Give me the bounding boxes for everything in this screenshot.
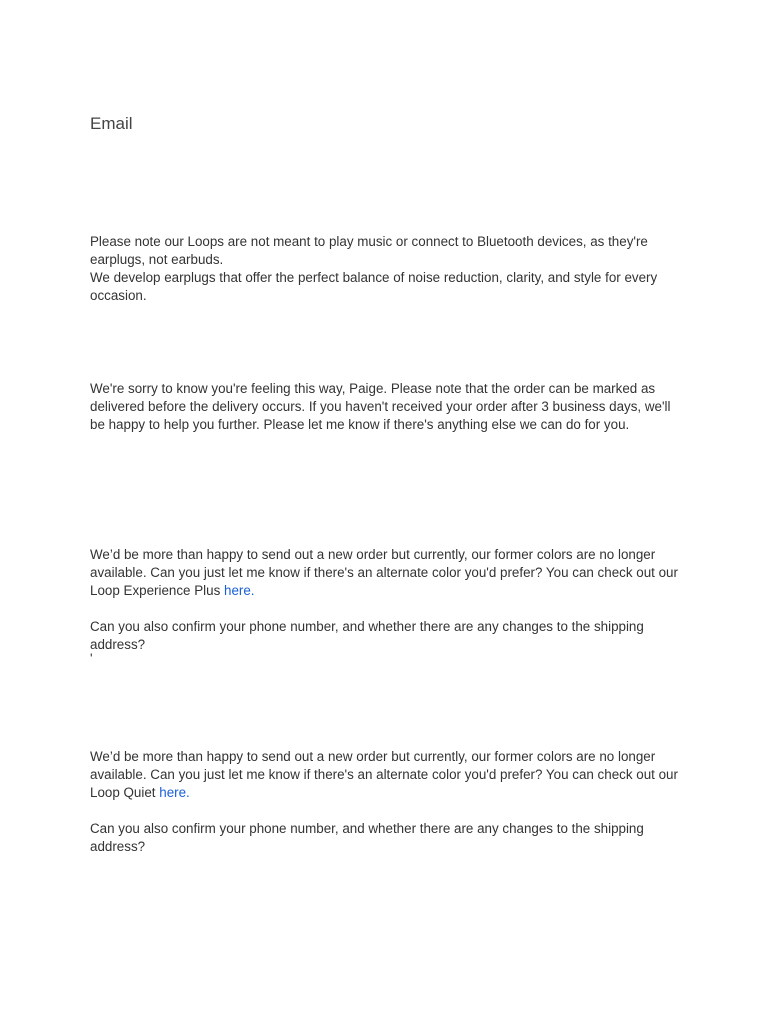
loop-quiet-link[interactable]: here. xyxy=(159,785,190,800)
paragraph-gap xyxy=(90,802,680,820)
experience-plus-link[interactable]: here. xyxy=(224,583,255,598)
reorder-text: We’d be more than happy to send out a new order but currently, our former colors are no longer available. Can you just let me know if there's an alternate color you'd prefer? You can check out our Loop Quiet xyxy=(90,749,678,800)
paragraph-delivery-note: We're sorry to know you're feeling this way, Paige. Please note that the order can be marked as delivered before the delivery occurs. If you haven't received your order after 3 business days, we'll be happy to help you further. Please let me know if there's anything else we can do for you. xyxy=(90,381,671,432)
reorder-text: We’d be more than happy to send out a new order but currently, our former colors are no longer available. Can you just let me know if there's an alternate color you'd prefer? You can check out our Loop Experience Plus xyxy=(90,547,678,598)
paragraph-reorder-color xyxy=(90,748,680,802)
email-template-experience-plus-reorder xyxy=(90,546,680,664)
paragraph-gap xyxy=(90,600,680,618)
page-title: Email xyxy=(90,114,133,133)
email-template-quiet-reorder xyxy=(90,748,680,856)
email-template-delivery-delay xyxy=(90,380,680,434)
paragraph-reorder-color xyxy=(90,546,680,600)
stray-character: ' xyxy=(90,651,93,666)
paragraph-confirm-phone: Can you also confirm your phone number, and whether there are any changes to the shipping address? xyxy=(90,619,644,652)
paragraph-earplug-balance: We develop earplugs that offer the perfect balance of noise reduction, clarity, and style for every occasion. xyxy=(90,270,658,303)
paragraph-confirm-phone: Can you also confirm your phone number, and whether there are any changes to the shipping address? xyxy=(90,821,644,854)
paragraph-not-earbuds: Please note our Loops are not meant to play music or connect to Bluetooth devices, as they're earplugs, not earbuds. xyxy=(90,234,648,267)
email-template-loops-not-earbuds xyxy=(90,233,680,305)
